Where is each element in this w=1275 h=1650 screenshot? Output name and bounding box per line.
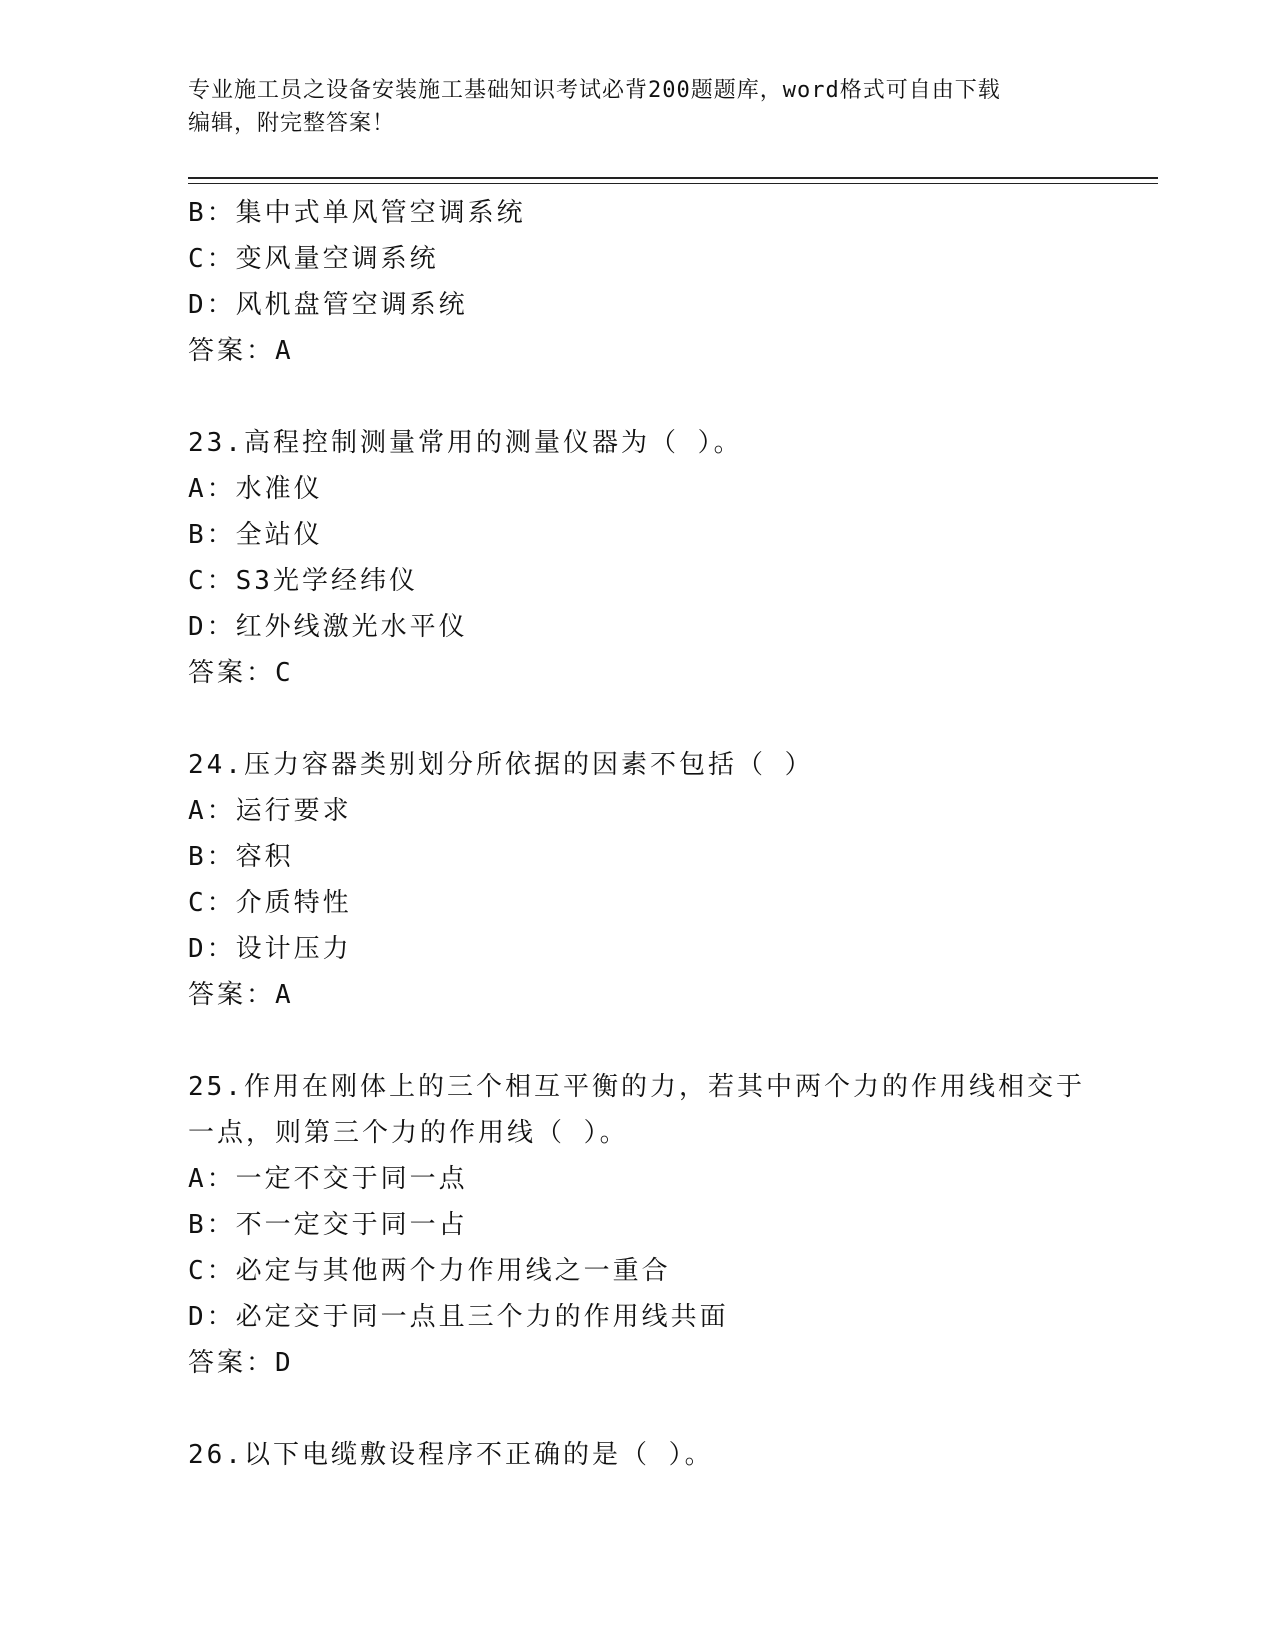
option-b: B：全站仪 bbox=[188, 520, 323, 550]
question-26 bbox=[188, 1432, 1148, 1478]
option-a: A：一定不交于同一点 bbox=[188, 1164, 468, 1194]
header-line-1: 专业施工员之设备安装施工基础知识考试必背200题题库，word格式可自由下载 bbox=[188, 78, 1001, 103]
question-22 bbox=[188, 190, 1148, 374]
question-23 bbox=[188, 420, 1148, 696]
document-header bbox=[188, 74, 1088, 140]
option-b: B：容积 bbox=[188, 842, 294, 872]
option-a: A：运行要求 bbox=[188, 796, 352, 826]
header-divider bbox=[188, 177, 1158, 179]
option-d: D：红外线激光水平仪 bbox=[188, 612, 468, 642]
answer: 答案：D bbox=[188, 1348, 294, 1378]
answer: 答案：A bbox=[188, 336, 294, 366]
question-24 bbox=[188, 742, 1148, 1018]
option-d: D：必定交于同一点且三个力的作用线共面 bbox=[188, 1302, 729, 1332]
option-c: C：必定与其他两个力作用线之一重合 bbox=[188, 1256, 671, 1286]
answer: 答案：A bbox=[188, 980, 294, 1010]
option-d: D：设计压力 bbox=[188, 934, 352, 964]
option-d: D：风机盘管空调系统 bbox=[188, 290, 468, 320]
question-text: 23.高程控制测量常用的测量仪器为（ ）。 bbox=[188, 428, 743, 458]
answer: 答案：C bbox=[188, 658, 294, 688]
question-text: 26.以下电缆敷设程序不正确的是（ ）。 bbox=[188, 1440, 714, 1470]
option-b: B：集中式单风管空调系统 bbox=[188, 198, 526, 228]
option-c: C：介质特性 bbox=[188, 888, 352, 918]
header-divider-thin bbox=[188, 183, 1158, 184]
question-text-line-1: 25.作用在刚体上的三个相互平衡的力，若其中两个力的作用线相交于 bbox=[188, 1072, 1085, 1102]
question-text: 24.压力容器类别划分所依据的因素不包括（ ） bbox=[188, 750, 814, 780]
question-text-line-2: 一点，则第三个力的作用线（ ）。 bbox=[188, 1118, 629, 1148]
header-line-2: 编辑，附完整答案！ bbox=[188, 111, 396, 136]
option-a: A：水准仪 bbox=[188, 474, 323, 504]
option-c: C：S3光学经纬仪 bbox=[188, 566, 418, 596]
question-25 bbox=[188, 1064, 1148, 1386]
option-b: B：不一定交于同一占 bbox=[188, 1210, 468, 1240]
option-c: C：变风量空调系统 bbox=[188, 244, 439, 274]
question-list bbox=[188, 190, 1148, 1478]
